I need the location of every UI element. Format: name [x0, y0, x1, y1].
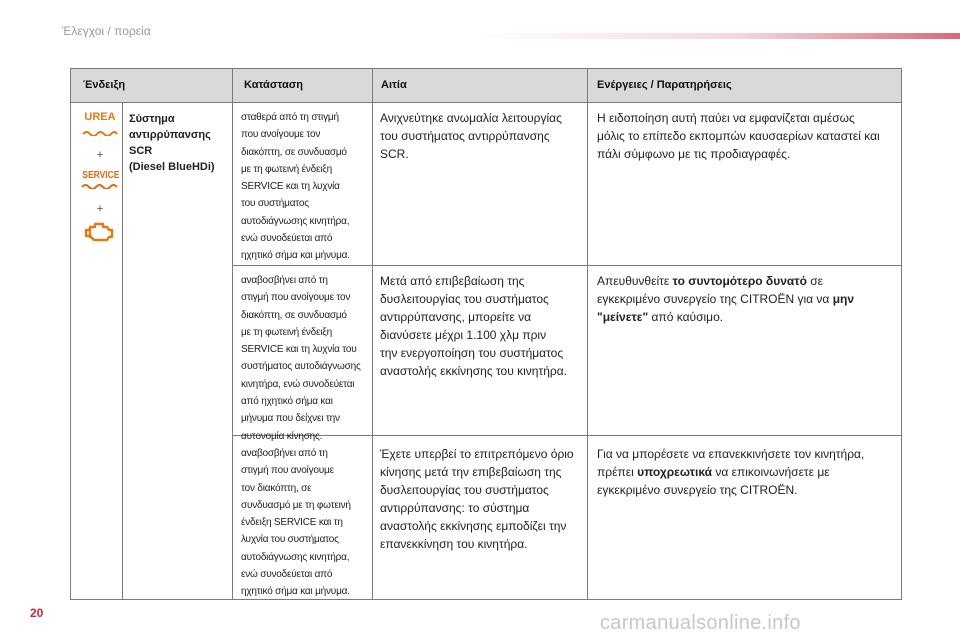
action-emphasis: "μείνετε" [597, 310, 649, 324]
action-emphasis: το συντομότερο δυνατό [672, 274, 807, 288]
state-line: διακόπτη, σε συνδυασμό [241, 146, 347, 158]
state-line: με τη φωτεινή ένδειξη [241, 163, 332, 175]
service-wave-icon [81, 183, 119, 189]
column-divider [122, 103, 123, 599]
state-line: στιγμή που ανοίγουμε τον [241, 292, 351, 304]
state-line: αναβοσβήνει από τη [241, 448, 328, 459]
action-line [597, 308, 899, 326]
cause-line: Ανιχνεύτηκε ανωμαλία λειτουργίας [380, 111, 562, 125]
state-line: αυτοδιάγνωσης κινητήρα, [241, 551, 350, 563]
action-line: πάλι σύμφωνο με τις προδιαγραφές. [597, 147, 791, 161]
action-cell [597, 109, 899, 163]
state-line: λυχνία του συστήματος [241, 534, 339, 546]
state-line: από ηχητικό σήμα και [241, 396, 333, 408]
column-divider [587, 69, 588, 599]
column-divider [372, 69, 373, 599]
state-cell [241, 445, 371, 601]
page-number: 20 [30, 606, 44, 620]
cause-line: την ενεργοποίηση του συστήματος [380, 346, 564, 360]
action-cell [597, 445, 899, 499]
action-emphasis: υποχρεωτικά [637, 465, 713, 479]
state-cell [241, 272, 371, 445]
cause-line: δυσλειτουργίας του συστήματος [380, 483, 549, 497]
cause-line: διανύσετε μέχρι 1.100 χλμ πριν [380, 328, 547, 342]
action-line: εγκεκριμένο συνεργείο της CITROËN. [597, 483, 798, 497]
info-table [70, 68, 902, 600]
action-line [597, 290, 899, 308]
urea-icon [79, 111, 121, 141]
cause-line: αντιρρύπανσης, μπορείτε να [380, 310, 532, 324]
cause-line: επανεκκίνηση του κινητήρα. [380, 537, 528, 551]
column-header-state: Κατάσταση [244, 79, 303, 91]
state-line: ένδειξη SERVICE και τη [241, 517, 343, 529]
state-line: συνδυασμό με τη φωτεινή [241, 499, 351, 511]
cause-line: αναστολής εκκίνησης του κινητήρα. [380, 364, 567, 378]
system-title-line: Σύστημα [129, 113, 175, 125]
system-title-line: (Diesel BlueHDi) [129, 161, 215, 173]
indicator-icons [79, 111, 121, 248]
system-title [129, 111, 229, 175]
urea-wave-icon [82, 130, 118, 136]
action-line [597, 463, 899, 481]
state-line: του συστήματος [241, 198, 309, 210]
state-line: διακόπτη, σε συνδυασμό [241, 309, 347, 321]
column-header-action: Ενέργειες / Παρατηρήσεις [597, 79, 732, 91]
state-line: στιγμή που ανοίγουμε [241, 465, 334, 477]
state-line: συστήματος αυτοδιάγνωσης [241, 361, 361, 373]
action-line: Για να μπορέσετε να επανεκκινήσετε τον κινητήρα, [597, 447, 865, 461]
engine-icon [83, 219, 117, 243]
cause-line: Έχετε υπερβεί το επιτρεπόμενο όριο [380, 447, 574, 461]
state-line: SERVICE και τη λυχνία [241, 181, 340, 193]
cause-line: SCR. [380, 147, 409, 161]
action-text: Απευθυνθείτε [597, 274, 673, 288]
system-title-line: SCR [129, 145, 153, 157]
state-line: SERVICE και τη λυχνία του [241, 344, 357, 356]
column-header-cause: Αιτία [381, 79, 407, 91]
state-line: ενώ συνοδεύεται από [241, 233, 333, 245]
cause-line: του συστήματος αντιρρύπανσης [380, 129, 550, 143]
state-line: σταθερά από τη στιγμή [241, 112, 339, 123]
column-header-indicator: Ένδειξη [83, 79, 126, 91]
action-text: σε [806, 274, 824, 288]
action-line [597, 272, 899, 290]
state-line: που ανοίγουμε τον [241, 129, 321, 141]
action-text: από καύσιμο. [648, 310, 724, 324]
cause-cell [380, 272, 585, 380]
cause-line: αντιρρύπανσης: το σύστημα [380, 501, 530, 515]
column-divider [232, 69, 233, 599]
state-line: αναβοσβήνει από τη [241, 275, 328, 286]
cause-line: Μετά από επιβεβαίωση της [380, 274, 525, 288]
cause-line: κίνησης μετά την επιβεβαίωση της [380, 465, 562, 479]
action-text: εγκεκριμένο συνεργείο της CITROËN για να [597, 292, 833, 306]
urea-icon-label: UREA [84, 111, 116, 123]
system-title-line: αντιρρύπανσης [129, 129, 211, 141]
cause-line: αναστολής εκκίνησης εμποδίζει την [380, 519, 567, 533]
page-header: Έλεγχοι / πορεία [62, 24, 151, 38]
state-line: κινητήρα, ενώ συνοδεύεται [241, 378, 355, 390]
action-line: μόλις το επίπεδο εκπομπών καυσαερίων καταστεί και [597, 129, 880, 143]
state-line: με τη φωτεινή ένδειξη [241, 326, 332, 338]
state-line: ηχητικό σήμα και μήνυμα. [241, 250, 350, 262]
state-line: τον διακόπτη, σε [241, 482, 312, 494]
action-emphasis: μην [832, 292, 855, 306]
state-cell [241, 109, 369, 265]
state-line: αυτονομία κίνησης. [241, 430, 323, 442]
cause-line: δυσλειτουργίας του συστήματος [380, 292, 549, 306]
engine-warning-icon [79, 219, 121, 248]
action-text: πρέπει [597, 465, 638, 479]
service-icon-label: SERVICE [82, 170, 120, 181]
plus-sign: + [96, 203, 104, 215]
state-line: μήνυμα που δείχνει την [241, 413, 340, 425]
watermark: carmanualsonline.info [600, 612, 801, 634]
cause-cell [380, 109, 585, 163]
row-divider [232, 265, 901, 266]
plus-sign: + [96, 149, 104, 161]
header-gradient-bar [480, 33, 960, 39]
action-line: Η ειδοποίηση αυτή παύει να εμφανίζεται αμέσως [597, 111, 855, 125]
service-icon [79, 165, 121, 189]
cause-cell [380, 445, 585, 553]
action-text: να επικοινωνήσετε με [712, 465, 830, 479]
table-header-row [71, 69, 901, 103]
state-line: ηχητικό σήμα και μήνυμα. [241, 586, 350, 598]
state-line: αυτοδιάγνωσης κινητήρα, [241, 215, 350, 227]
state-line: ενώ συνοδεύεται από [241, 569, 333, 581]
action-cell [597, 272, 899, 326]
